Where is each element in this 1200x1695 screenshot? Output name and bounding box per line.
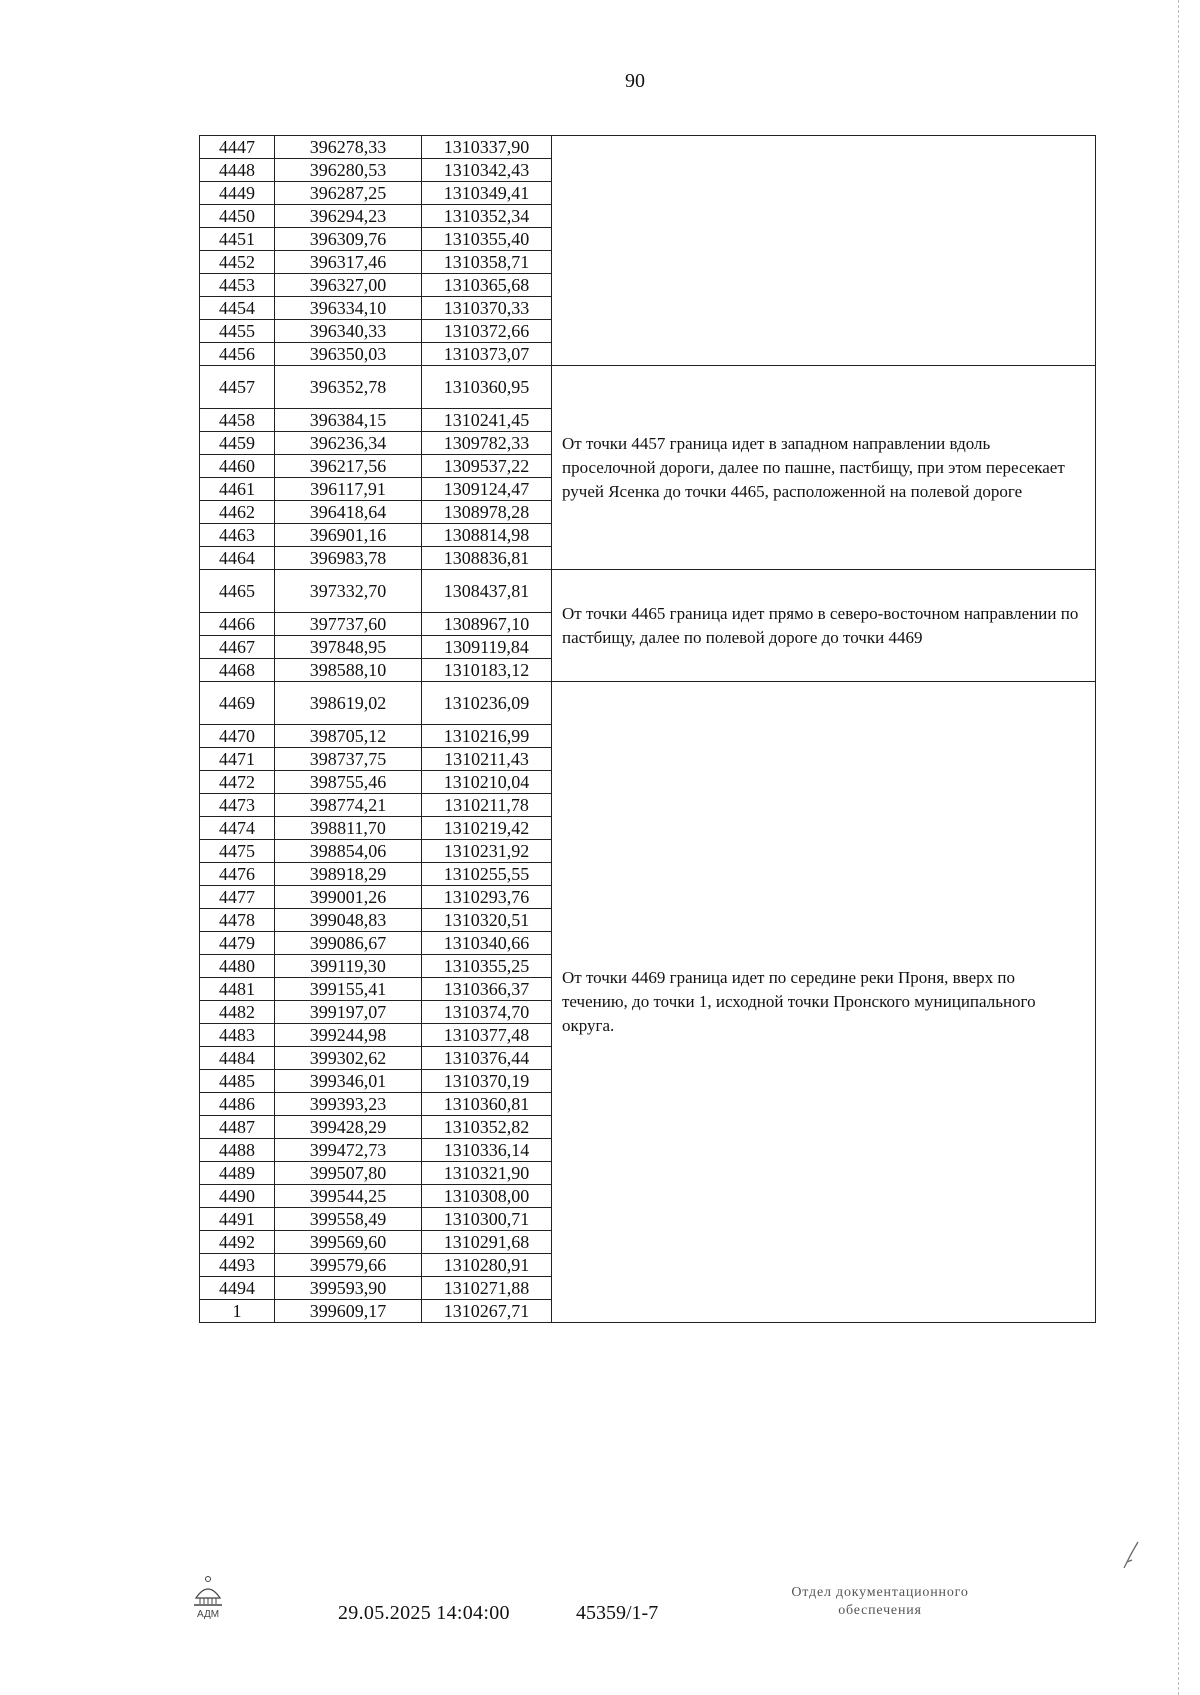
point-number-cell: 4455 [200, 320, 275, 343]
x-coordinate-cell: 399346,01 [275, 1070, 422, 1093]
point-number-cell: 4458 [200, 409, 275, 432]
y-coordinate-cell: 1310376,44 [422, 1047, 552, 1070]
point-number-cell: 4488 [200, 1139, 275, 1162]
logo-text: АДМ [196, 1609, 220, 1620]
y-coordinate-cell: 1310236,09 [422, 682, 552, 725]
y-coordinate-cell: 1308814,98 [422, 524, 552, 547]
point-number-cell: 4462 [200, 501, 275, 524]
x-coordinate-cell: 396334,10 [275, 297, 422, 320]
point-number-cell: 4465 [200, 570, 275, 613]
x-coordinate-cell: 396418,64 [275, 501, 422, 524]
x-coordinate-cell: 397332,70 [275, 570, 422, 613]
y-coordinate-cell: 1310355,25 [422, 955, 552, 978]
y-coordinate-cell: 1310377,48 [422, 1024, 552, 1047]
y-coordinate-cell: 1310210,04 [422, 771, 552, 794]
point-number-cell: 4448 [200, 159, 275, 182]
point-number-cell: 4463 [200, 524, 275, 547]
x-coordinate-cell: 396901,16 [275, 524, 422, 547]
x-coordinate-cell: 399197,07 [275, 1001, 422, 1024]
x-coordinate-cell: 397737,60 [275, 613, 422, 636]
x-coordinate-cell: 396340,33 [275, 320, 422, 343]
y-coordinate-cell: 1310241,45 [422, 409, 552, 432]
point-number-cell: 4493 [200, 1254, 275, 1277]
point-number-cell: 4454 [200, 297, 275, 320]
y-coordinate-cell: 1310300,71 [422, 1208, 552, 1231]
point-number-cell: 4474 [200, 817, 275, 840]
x-coordinate-cell: 399544,25 [275, 1185, 422, 1208]
table-row [200, 136, 1096, 159]
point-number-cell: 4479 [200, 932, 275, 955]
y-coordinate-cell: 1310280,91 [422, 1254, 552, 1277]
y-coordinate-cell: 1310340,66 [422, 932, 552, 955]
y-coordinate-cell: 1310374,70 [422, 1001, 552, 1024]
x-coordinate-cell: 396217,56 [275, 455, 422, 478]
x-coordinate-cell: 398619,02 [275, 682, 422, 725]
point-number-cell: 4481 [200, 978, 275, 1001]
department-stamp [740, 1584, 1020, 1620]
x-coordinate-cell: 396294,23 [275, 205, 422, 228]
point-number-cell: 4486 [200, 1093, 275, 1116]
point-number-cell: 4477 [200, 886, 275, 909]
point-number-cell: 4466 [200, 613, 275, 636]
point-number-cell: 4457 [200, 366, 275, 409]
y-coordinate-cell: 1310211,43 [422, 748, 552, 771]
point-number-cell: 4475 [200, 840, 275, 863]
point-number-cell: 4451 [200, 228, 275, 251]
y-coordinate-cell: 1310373,07 [422, 343, 552, 366]
point-number-cell: 4464 [200, 547, 275, 570]
y-coordinate-cell: 1308437,81 [422, 570, 552, 613]
y-coordinate-cell: 1310321,90 [422, 1162, 552, 1185]
y-coordinate-cell: 1310360,81 [422, 1093, 552, 1116]
y-coordinate-cell: 1310372,66 [422, 320, 552, 343]
y-coordinate-cell: 1310355,40 [422, 228, 552, 251]
scan-edge [1178, 0, 1179, 1695]
y-coordinate-cell: 1310255,55 [422, 863, 552, 886]
y-coordinate-cell: 1310370,33 [422, 297, 552, 320]
point-number-cell: 4452 [200, 251, 275, 274]
coordinates-table [199, 135, 1096, 1323]
y-coordinate-cell: 1309537,22 [422, 455, 552, 478]
point-number-cell: 4483 [200, 1024, 275, 1047]
x-coordinate-cell: 398918,29 [275, 863, 422, 886]
x-coordinate-cell: 396983,78 [275, 547, 422, 570]
y-coordinate-cell: 1310293,76 [422, 886, 552, 909]
point-number-cell: 4473 [200, 794, 275, 817]
x-coordinate-cell: 396280,53 [275, 159, 422, 182]
point-number-cell: 1 [200, 1300, 275, 1323]
point-number-cell: 4476 [200, 863, 275, 886]
y-coordinate-cell: 1308836,81 [422, 547, 552, 570]
y-coordinate-cell: 1310320,51 [422, 909, 552, 932]
point-number-cell: 4480 [200, 955, 275, 978]
point-number-cell: 4468 [200, 659, 275, 682]
boundary-description-cell: От точки 4457 граница идет в западном направлении вдоль проселочной дороги, далее по пашне, пастбищу, при этом пересекает ручей Ясенка до точки 4465, расположенной на полевой дороге [552, 366, 1096, 570]
x-coordinate-cell: 396309,76 [275, 228, 422, 251]
stamp-line-1: Отдел документационного [791, 1585, 969, 1600]
y-coordinate-cell: 1310291,68 [422, 1231, 552, 1254]
x-coordinate-cell: 396317,46 [275, 251, 422, 274]
point-number-cell: 4484 [200, 1047, 275, 1070]
boundary-description-cell: От точки 4465 граница идет прямо в северо-восточном направлении по пастбищу, далее по полевой дороге до точки 4469 [552, 570, 1096, 682]
x-coordinate-cell: 396350,03 [275, 343, 422, 366]
x-coordinate-cell: 396287,25 [275, 182, 422, 205]
point-number-cell: 4478 [200, 909, 275, 932]
table-row [200, 366, 1096, 409]
point-number-cell: 4487 [200, 1116, 275, 1139]
point-number-cell: 4470 [200, 725, 275, 748]
point-number-cell: 4491 [200, 1208, 275, 1231]
point-number-cell: 4456 [200, 343, 275, 366]
boundary-description-cell [552, 136, 1096, 366]
footer-datetime: 29.05.2025 14:04:00 [338, 1602, 510, 1624]
point-number-cell: 4492 [200, 1231, 275, 1254]
x-coordinate-cell: 398854,06 [275, 840, 422, 863]
x-coordinate-cell: 396236,34 [275, 432, 422, 455]
x-coordinate-cell: 396352,78 [275, 366, 422, 409]
point-number-cell: 4460 [200, 455, 275, 478]
footer-document-ref: 45359/1-7 [576, 1602, 659, 1624]
x-coordinate-cell: 399579,66 [275, 1254, 422, 1277]
x-coordinate-cell: 399569,60 [275, 1231, 422, 1254]
x-coordinate-cell: 399393,23 [275, 1093, 422, 1116]
point-number-cell: 4467 [200, 636, 275, 659]
point-number-cell: 4490 [200, 1185, 275, 1208]
y-coordinate-cell: 1310349,41 [422, 182, 552, 205]
x-coordinate-cell: 399609,17 [275, 1300, 422, 1323]
stamp-line-2: обеспечения [838, 1603, 922, 1618]
y-coordinate-cell: 1310352,82 [422, 1116, 552, 1139]
point-number-cell: 4482 [200, 1001, 275, 1024]
point-number-cell: 4461 [200, 478, 275, 501]
y-coordinate-cell: 1310352,34 [422, 205, 552, 228]
x-coordinate-cell: 399119,30 [275, 955, 422, 978]
x-coordinate-cell: 399507,80 [275, 1162, 422, 1185]
x-coordinate-cell: 399086,67 [275, 932, 422, 955]
x-coordinate-cell: 399428,29 [275, 1116, 422, 1139]
point-number-cell: 4450 [200, 205, 275, 228]
page-number: 90 [625, 70, 645, 92]
x-coordinate-cell: 396278,33 [275, 136, 422, 159]
y-coordinate-cell: 1310271,88 [422, 1277, 552, 1300]
x-coordinate-cell: 398774,21 [275, 794, 422, 817]
x-coordinate-cell: 397848,95 [275, 636, 422, 659]
y-coordinate-cell: 1308978,28 [422, 501, 552, 524]
coordinates-table-body [200, 136, 1096, 1323]
y-coordinate-cell: 1310358,71 [422, 251, 552, 274]
point-number-cell: 4447 [200, 136, 275, 159]
y-coordinate-cell: 1309782,33 [422, 432, 552, 455]
boundary-description-cell: От точки 4469 граница идет по середине реки Проня, вверх по течению, до точки 1, исходной точки Пронского муниципального округа. [552, 682, 1096, 1323]
x-coordinate-cell: 399472,73 [275, 1139, 422, 1162]
point-number-cell: 4485 [200, 1070, 275, 1093]
pen-mark [1120, 1540, 1144, 1570]
y-coordinate-cell: 1310183,12 [422, 659, 552, 682]
y-coordinate-cell: 1310336,14 [422, 1139, 552, 1162]
y-coordinate-cell: 1310366,37 [422, 978, 552, 1001]
x-coordinate-cell: 398737,75 [275, 748, 422, 771]
y-coordinate-cell: 1310365,68 [422, 274, 552, 297]
x-coordinate-cell: 398588,10 [275, 659, 422, 682]
x-coordinate-cell: 396384,15 [275, 409, 422, 432]
point-number-cell: 4489 [200, 1162, 275, 1185]
y-coordinate-cell: 1308967,10 [422, 613, 552, 636]
y-coordinate-cell: 1310267,71 [422, 1300, 552, 1323]
x-coordinate-cell: 398755,46 [275, 771, 422, 794]
y-coordinate-cell: 1310370,19 [422, 1070, 552, 1093]
x-coordinate-cell: 396327,00 [275, 274, 422, 297]
x-coordinate-cell: 399048,83 [275, 909, 422, 932]
x-coordinate-cell: 399558,49 [275, 1208, 422, 1231]
y-coordinate-cell: 1310308,00 [422, 1185, 552, 1208]
table-row [200, 570, 1096, 613]
y-coordinate-cell: 1309124,47 [422, 478, 552, 501]
point-number-cell: 4469 [200, 682, 275, 725]
x-coordinate-cell: 399001,26 [275, 886, 422, 909]
x-coordinate-cell: 399593,90 [275, 1277, 422, 1300]
administration-logo [190, 1574, 226, 1620]
y-coordinate-cell: 1310360,95 [422, 366, 552, 409]
y-coordinate-cell: 1310219,42 [422, 817, 552, 840]
y-coordinate-cell: 1310231,92 [422, 840, 552, 863]
point-number-cell: 4449 [200, 182, 275, 205]
y-coordinate-cell: 1310211,78 [422, 794, 552, 817]
x-coordinate-cell: 399302,62 [275, 1047, 422, 1070]
y-coordinate-cell: 1310216,99 [422, 725, 552, 748]
point-number-cell: 4471 [200, 748, 275, 771]
point-number-cell: 4494 [200, 1277, 275, 1300]
x-coordinate-cell: 399244,98 [275, 1024, 422, 1047]
point-number-cell: 4453 [200, 274, 275, 297]
x-coordinate-cell: 399155,41 [275, 978, 422, 1001]
y-coordinate-cell: 1310337,90 [422, 136, 552, 159]
point-number-cell: 4459 [200, 432, 275, 455]
x-coordinate-cell: 398811,70 [275, 817, 422, 840]
point-number-cell: 4472 [200, 771, 275, 794]
y-coordinate-cell: 1309119,84 [422, 636, 552, 659]
table-row [200, 682, 1096, 725]
y-coordinate-cell: 1310342,43 [422, 159, 552, 182]
x-coordinate-cell: 398705,12 [275, 725, 422, 748]
x-coordinate-cell: 396117,91 [275, 478, 422, 501]
